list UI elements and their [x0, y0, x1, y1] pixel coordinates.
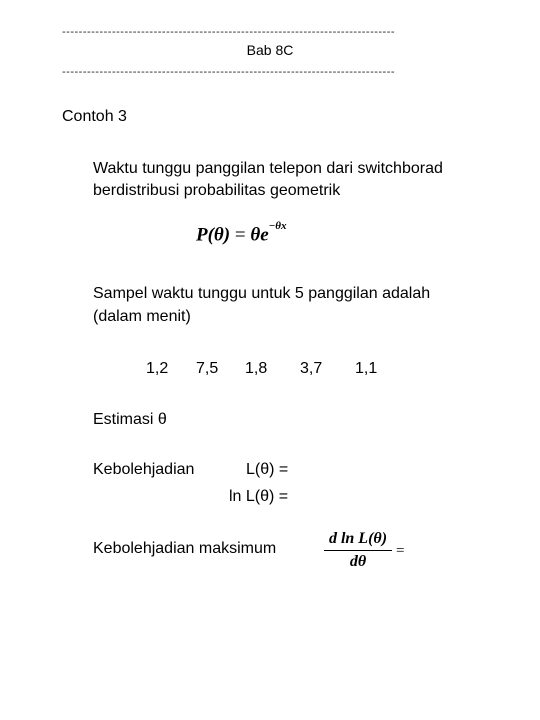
sample-value: 3,7 — [300, 360, 323, 377]
derivative-equals: = — [396, 543, 405, 559]
estimate-label: Estimasi θ — [93, 411, 167, 428]
log-likelihood-expression: ln L(θ) = — [229, 488, 289, 505]
derivative-fraction — [324, 530, 392, 571]
sample-value: 7,5 — [196, 360, 219, 377]
formula-equals: = — [230, 224, 251, 246]
formula-base: θe — [250, 224, 269, 246]
sample-text-line-2: (dalam menit) — [93, 308, 191, 325]
intro-text-line-1: Waktu tunggu panggilan telepon dari switchborad — [93, 160, 443, 177]
formula-lhs: P(θ) — [196, 224, 231, 246]
header-dash-line-top: -------------------------------------------------------------------------------- — [62, 26, 396, 38]
geometric-formula — [196, 220, 287, 246]
likelihood-label: Kebolehjadian — [93, 461, 195, 478]
sample-text-line-1: Sampel waktu tunggu untuk 5 panggilan adalah — [93, 285, 431, 302]
derivative-numerator: d ln L(θ) — [328, 530, 388, 547]
page-title: Bab 8C — [246, 42, 294, 58]
intro-text-line-2: berdistribusi probabilitas geometrik — [93, 182, 341, 199]
sample-value: 1,8 — [245, 360, 268, 377]
sample-value: 1,1 — [355, 360, 378, 377]
example-heading: Contoh 3 — [62, 108, 127, 125]
formula-exponent: −θx — [268, 220, 287, 232]
sample-value: 1,2 — [146, 360, 169, 377]
derivative-denominator: dθ — [349, 553, 367, 570]
header-dash-line-bottom: -------------------------------------------------------------------------------- — [62, 66, 396, 78]
fraction-bar — [324, 550, 392, 551]
likelihood-expression: L(θ) = — [246, 461, 289, 478]
max-likelihood-label: Kebolehjadian maksimum — [93, 540, 277, 557]
